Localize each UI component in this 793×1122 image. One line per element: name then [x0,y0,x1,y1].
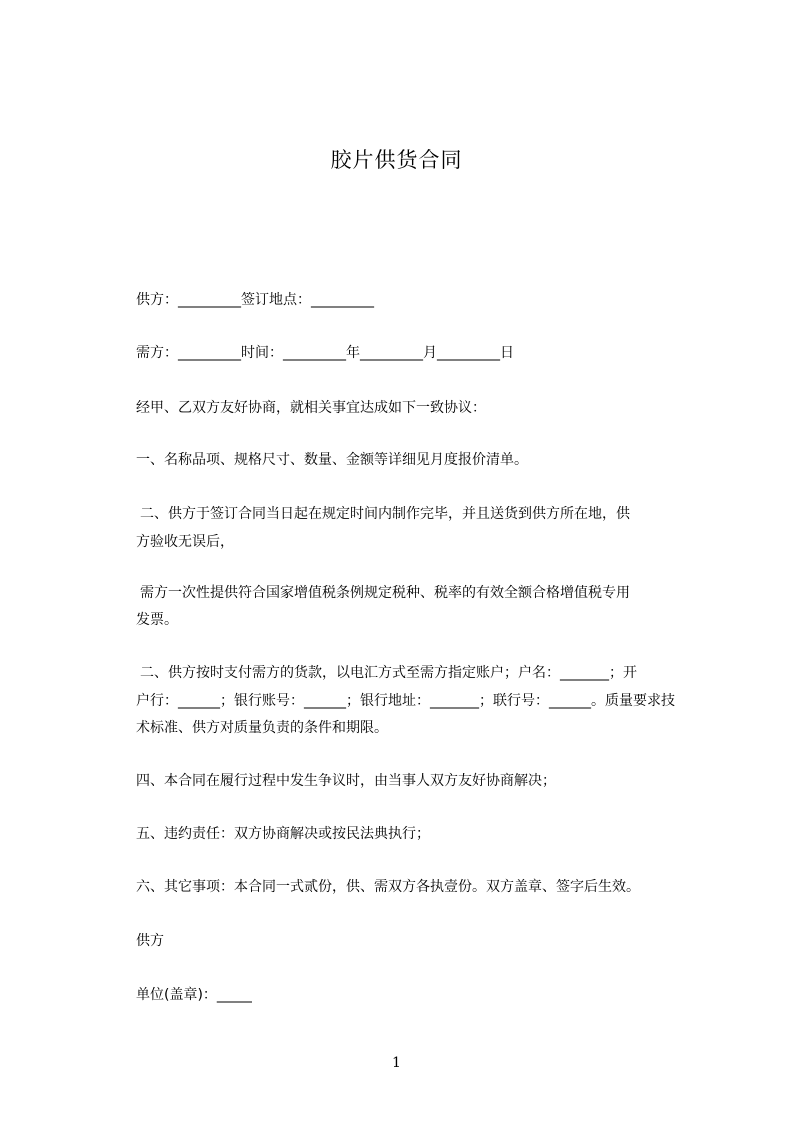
signature-party: 供方 [136,933,164,949]
clause-5: 五、违约责任：双方协商解决或按民法典执行； [136,826,430,842]
clause-2b-line-2: 发票。 [136,612,178,628]
intro-paragraph: 经甲、乙双方友好协商，就相关事宜达成如下一致协议： [136,400,486,416]
clause-1: 一、名称品项、规格尺寸、数量、金额等详细见月度报价清单。 [136,452,528,468]
supplier-line: 供方：_________签订地点：_________ [136,292,374,308]
document-title: 胶片供货合同 [330,148,463,172]
signature-unit: 单位(盖章)：_____ [136,987,252,1003]
clause-2-line-1: 二、供方于签订合同当日起在规定时间内制作完毕，并且送货到供方所在地，供 [140,506,630,522]
clause-2-line-2: 方验收无误后， [136,534,234,550]
clause-2b-line-1: 需方一次性提供符合国家增值税条例规定税种、税率的有效全额合格增值税专用 [140,585,630,601]
clause-3-line-2: 户行：______；银行账号：______；银行地址：_______；联行号：______。质量要求技 [136,693,675,709]
buyer-line: 需方：_________时间：_________年_________月_________日 [136,345,514,361]
clause-3-line-1: 二、供方按时支付需方的货款，以电汇方式至需方指定账户；户名：_______；开 [140,665,637,681]
clause-3-line-3: 术标准、供方对质量负责的条件和期限。 [136,720,388,736]
clause-6: 六、其它事项：本合同一式贰份，供、需双方各执壹份。双方盖章、签字后生效。 [136,879,640,895]
page-number: 1 [392,1055,401,1071]
clause-4: 四、本合同在履行过程中发生争议时，由当事人双方友好协商解决； [136,773,556,789]
